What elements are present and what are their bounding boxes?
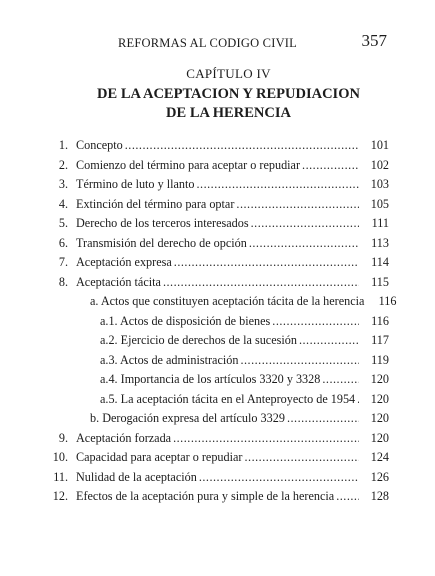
toc-entry-text: Transmisión del derecho de opción: [76, 235, 247, 250]
toc-entry-number: 9.: [58, 430, 68, 445]
leader-dots: [196, 177, 359, 192]
toc-entry: [58, 216, 389, 236]
toc-entry-text: Comienzo del término para aceptar o repudiar: [76, 157, 301, 172]
toc-entry: [52, 489, 389, 509]
leader-dots: [125, 138, 359, 153]
toc-subentry: [100, 314, 389, 334]
leader-dots: [199, 470, 359, 485]
leader-dots: [336, 489, 359, 504]
toc-entry-text: a.5. La aceptación tácita en el Anteproyecto de 1954: [100, 391, 356, 406]
toc-entry-page: 120: [370, 372, 389, 386]
toc-subentry: [100, 392, 389, 412]
toc-entry: [58, 157, 389, 178]
toc-entry: [58, 235, 389, 256]
running-head: REFORMAS AL CODIGO CIVIL: [118, 36, 298, 50]
toc-entry-page: 120: [370, 391, 389, 406]
toc-subentry: [90, 411, 389, 431]
leader-dots: [299, 333, 359, 348]
toc-entry-page: 113: [371, 235, 389, 250]
toc-entry-page: 116: [378, 294, 397, 308]
toc-subentry: [100, 353, 389, 373]
leader-dots: [357, 392, 359, 407]
toc-entry-text: Aceptación tácita: [76, 274, 161, 289]
toc-entry: [53, 469, 389, 490]
toc-subentry: [100, 372, 389, 392]
toc-entry-text: Extinción del término para optar: [76, 196, 235, 211]
chapter-title-line-2: DE LA HERENCIA: [166, 105, 291, 121]
toc-entry-number: 5.: [58, 216, 68, 230]
toc-entry-page: 114: [371, 255, 389, 269]
toc-entry-text: a.3. Actos de administración: [100, 352, 239, 367]
toc-entry-number: 3.: [58, 177, 68, 191]
toc-subentry: [100, 333, 389, 353]
toc-entry-number: 8.: [58, 274, 68, 289]
toc-entry-number: 10.: [52, 450, 68, 464]
toc-entry-number: 4.: [58, 196, 68, 211]
leader-dots: [236, 197, 359, 212]
toc-entry: [58, 274, 389, 295]
toc-entry-text: a.2. Ejercicio de derechos de la sucesión: [100, 333, 297, 347]
toc-entry-page: 111: [371, 216, 389, 230]
toc-entry-number: 7.: [58, 255, 68, 269]
toc-entry-text: Concepto: [76, 138, 123, 152]
toc-entry-page: 117: [371, 333, 389, 347]
toc-entry: [58, 430, 389, 451]
leader-dots: [174, 255, 359, 270]
page-number: 357: [361, 31, 387, 50]
toc-entry-text: Nulidad de la aceptación: [76, 469, 197, 484]
toc-subentry: [90, 294, 397, 314]
toc-entry-text: b. Derogación expresa del artículo 3329: [90, 411, 285, 425]
leader-dots: [272, 314, 359, 329]
leader-dots: [287, 411, 359, 426]
toc-entry-page: 119: [371, 352, 389, 367]
leader-dots: [302, 158, 359, 173]
toc-entry-page: 116: [371, 313, 389, 328]
toc-entry-page: 101: [370, 138, 389, 152]
toc-entry-number: 6.: [58, 235, 68, 250]
toc-entry-page: 115: [371, 274, 389, 289]
toc-entry-text: a. Actos que constituyen aceptación tácita de la herencia: [90, 294, 365, 308]
toc-entry-page: 102: [370, 157, 389, 172]
toc-entry-number: 12.: [52, 489, 68, 503]
toc-entry-page: 105: [370, 196, 389, 211]
toc-entry-number: 2.: [58, 157, 68, 172]
leader-dots: [163, 275, 359, 290]
toc-entry-page: 126: [370, 469, 389, 484]
toc-entry-page: 103: [370, 177, 389, 191]
toc-entry: [58, 255, 389, 275]
toc-entry: [52, 450, 389, 470]
toc-entry-text: Efectos de la aceptación pura y simple de la herencia: [76, 489, 335, 503]
chapter-label: CAPÍTULO IV: [186, 66, 271, 81]
leader-dots: [249, 236, 359, 251]
toc-entry-page: 120: [370, 411, 389, 425]
toc-entry-page: 120: [370, 430, 389, 445]
leader-dots: [244, 450, 359, 465]
toc-entry-page: 124: [370, 450, 389, 464]
toc-entry-number: 1.: [58, 138, 68, 152]
toc-entry-text: a.4. Importancia de los artículos 3320 y 3328: [100, 372, 321, 386]
toc-entry-number: 11.: [53, 469, 68, 484]
toc-entry-text: Capacidad para aceptar o repudiar: [76, 450, 243, 464]
toc-entry-text: a.1. Actos de disposición de bienes: [100, 313, 271, 328]
toc-entry-text: Derecho de los terceros interesados: [76, 216, 249, 230]
toc-entry-text: Aceptación expresa: [76, 255, 172, 269]
leader-dots: [240, 353, 359, 368]
leader-dots: [251, 216, 359, 231]
chapter-title: [0, 85, 435, 123]
toc-entry: [58, 177, 389, 197]
toc-entry: [58, 138, 389, 158]
leader-dots: [322, 372, 359, 387]
chapter-title-line-1: DE LA ACEPTACION Y REPUDIACION: [97, 86, 360, 102]
toc-entry-page: 128: [370, 489, 389, 503]
toc-entry-text: Aceptación forzada: [76, 430, 172, 445]
toc-entry: [58, 196, 389, 217]
leader-dots: [173, 431, 359, 446]
toc-entry-text: Término de luto y llanto: [76, 177, 195, 191]
